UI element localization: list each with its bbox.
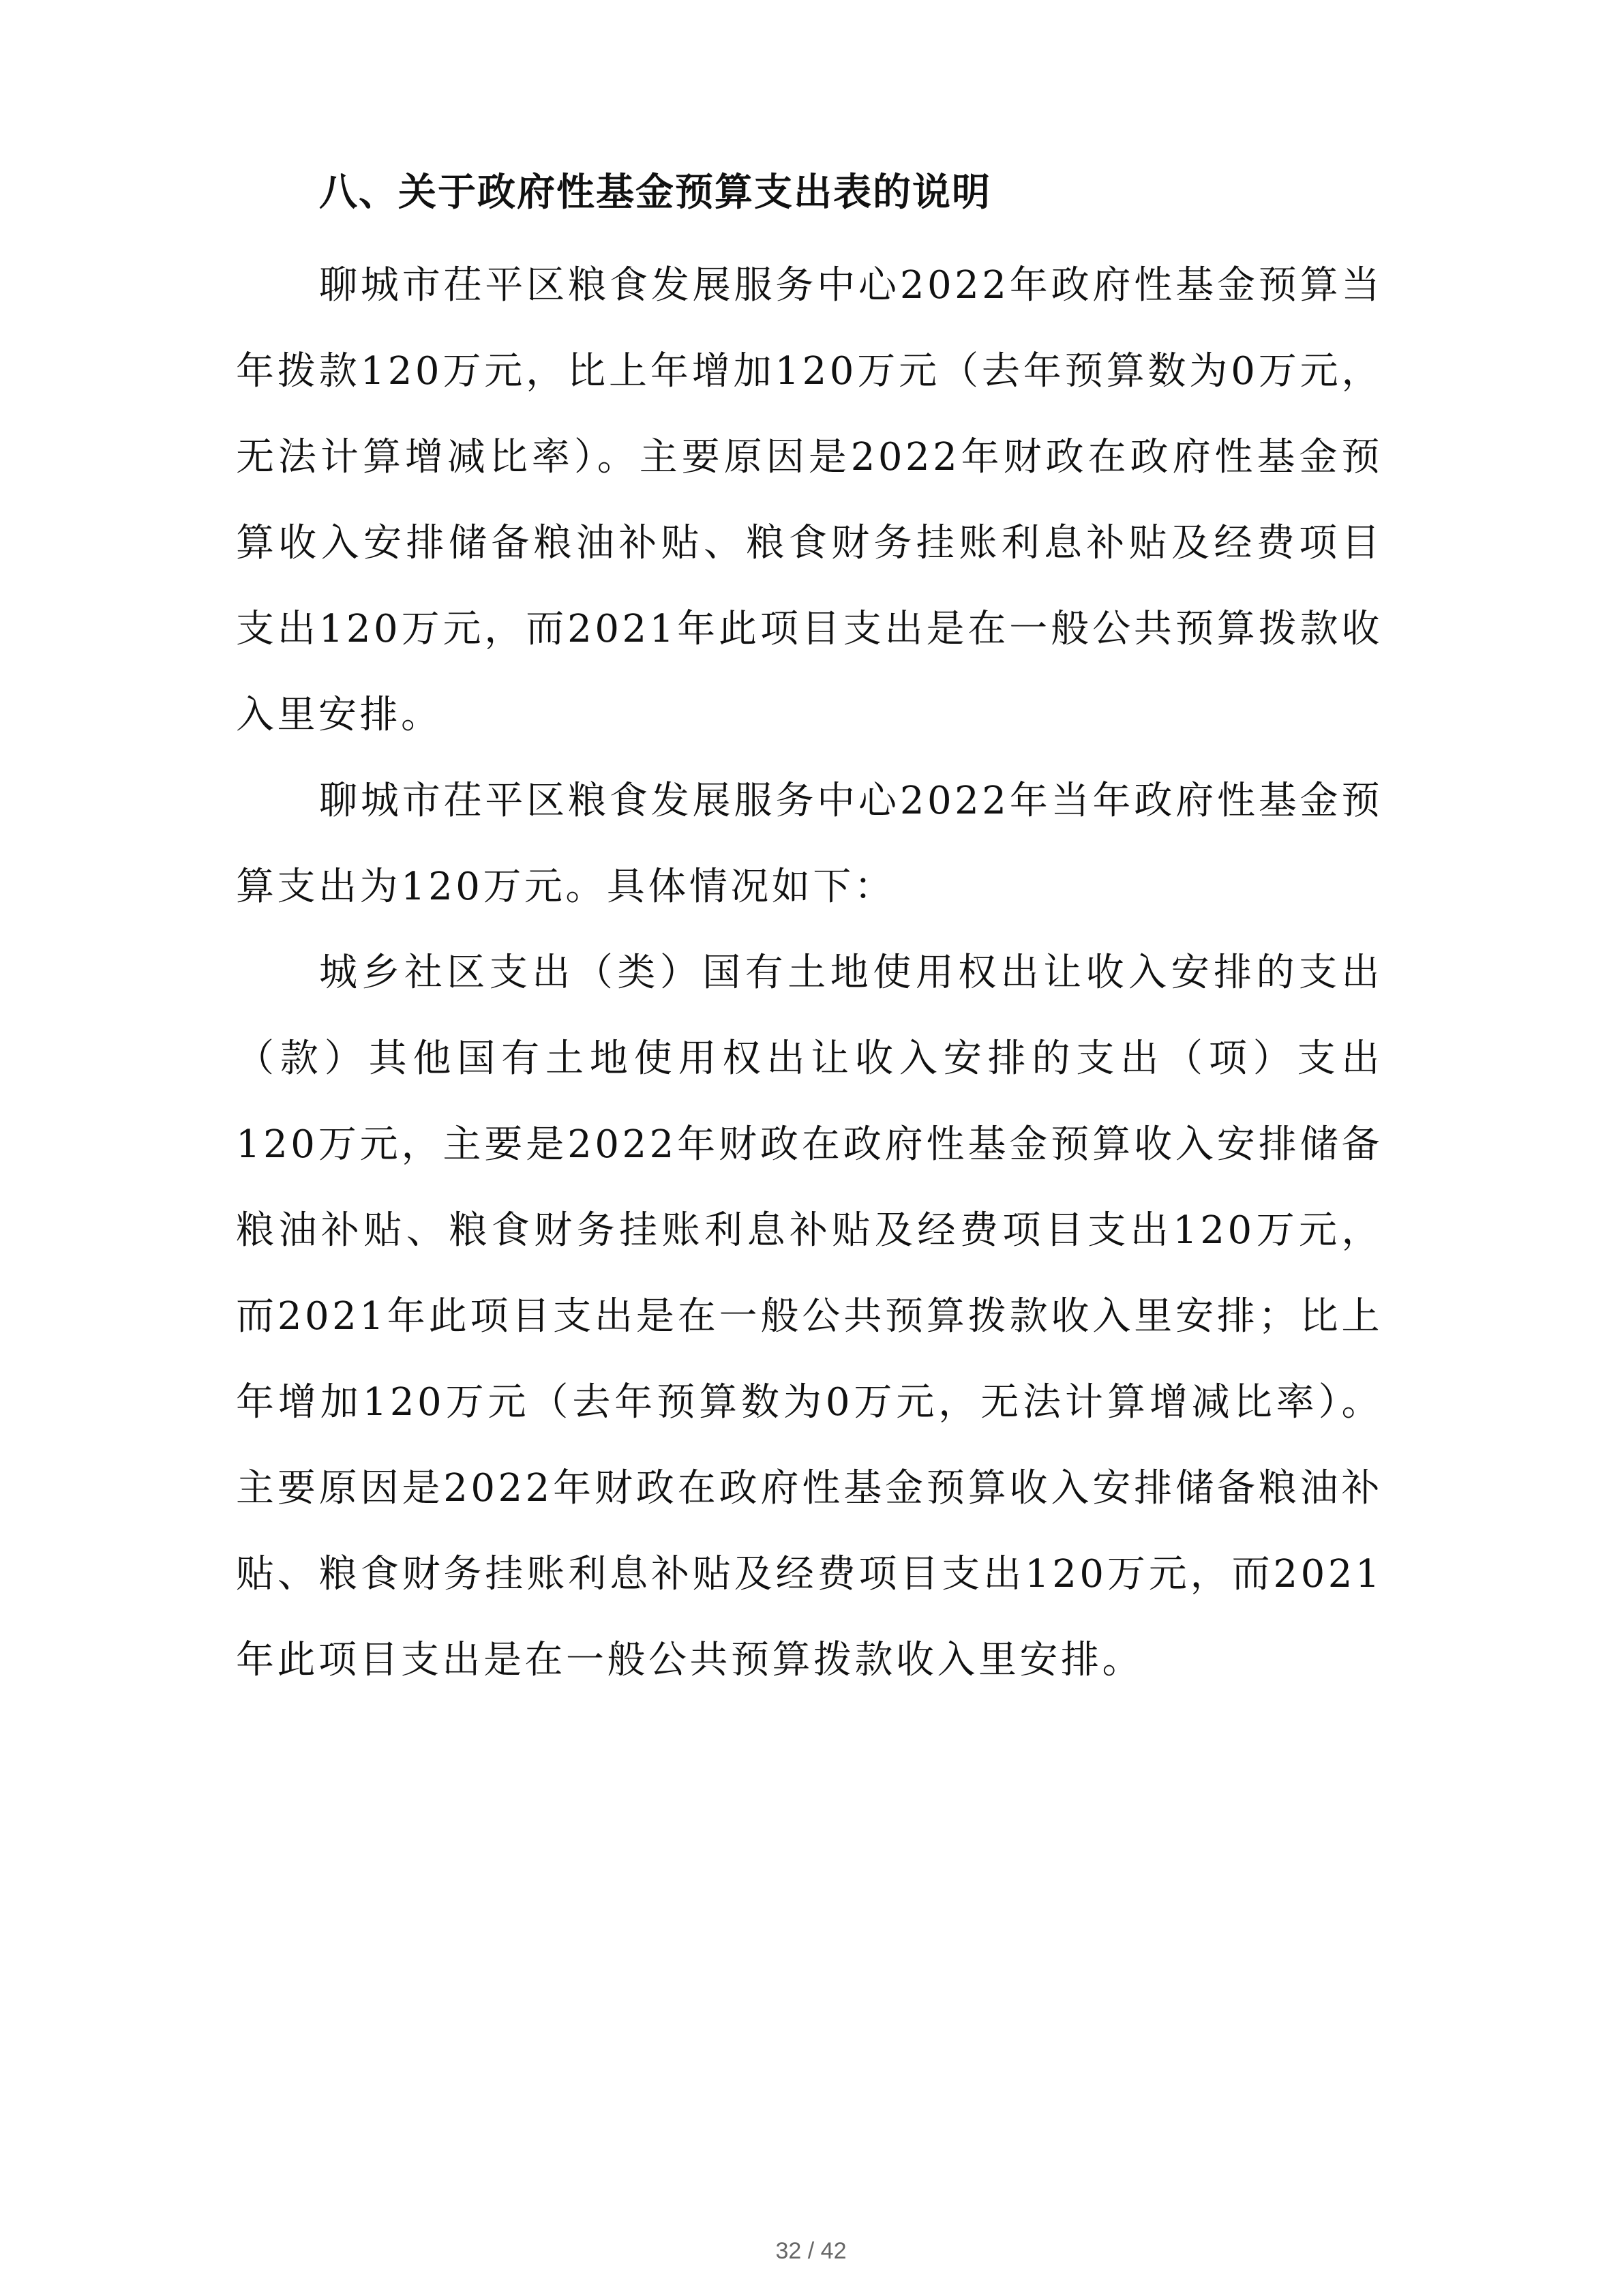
section-heading: 八、关于政府性基金预算支出表的说明 — [319, 170, 991, 215]
paragraph-budget-allocation: 聊城市茌平区粮食发展服务中心2022年政府性基金预算当年拨款120万元，比上年增加120万元（去年预算数为0万元，无法计算增减比率）。主要原因是2022年财政在政府性基金预算收入安排储备粮油补贴、粮食财务挂账利息补贴及经费项目支出120万元，而2021年此项目支出是在一般公共预算拨款收入里安排。 — [236, 263, 1383, 737]
page-number: 32 / 42 — [775, 2238, 847, 2264]
paragraph-expenditure-detail: 城乡社区支出（类）国有土地使用权出让收入安排的支出（款）其他国有土地使用权出让收入安排的支出（项）支出120万元，主要是2022年财政在政府性基金预算收入安排储备粮油补贴、粮食财务挂账利息补贴及经费项目支出120万元，而2021年此项目支出是在一般公共预算拨款收入里安排；比上年增加120万元（去年预算数为0万元，无法计算增减比率）。主要原因是2022年财政在政府性基金预算收入安排储备粮油补贴、粮食财务挂账利息补贴及经费项目支出120万元，而2021年此项目支出是在一般公共预算拨款收入里安排。 — [236, 951, 1383, 1682]
paragraph-expenditure-summary: 聊城市茌平区粮食发展服务中心2022年当年政府性基金预算支出为120万元。具体情况如下： — [236, 779, 1383, 909]
